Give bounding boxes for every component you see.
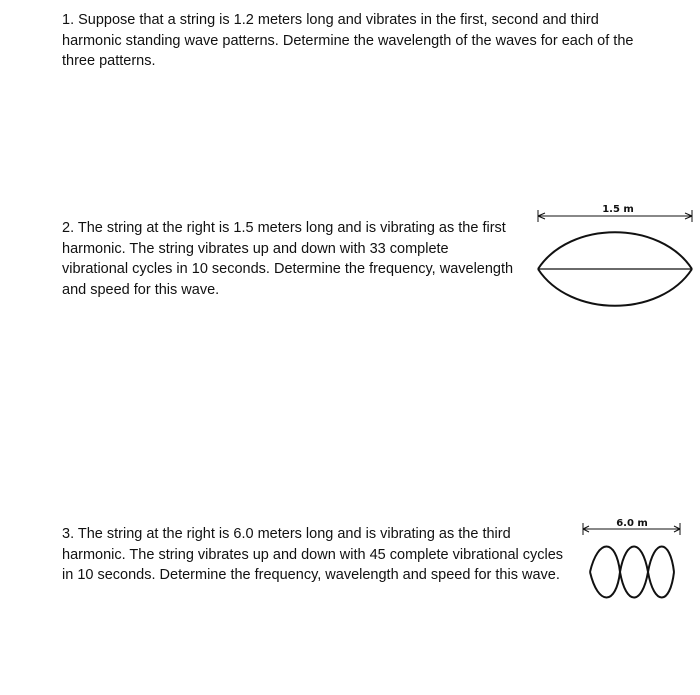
- question-3-text: 3. The string at the right is 6.0 meters long and is vibrating as the third harmonic. The string vibrates up and down with 45 complete vibrational cycles in 10 seconds. Determine the frequency, wavelength and speed for this wave.: [62, 526, 564, 583]
- length-label: 6.0 m: [616, 518, 648, 529]
- length-label: 1.5 m: [602, 204, 634, 215]
- question-2-text: 2. The string at the right is 1.5 meters long and is vibrating as the first harmonic. The string vibrates up and down with 33 complete vibrational cycles in 10 seconds. Determine the frequency, wavelength and speed for this wave.: [62, 220, 514, 298]
- first-harmonic-diagram: [530, 200, 700, 320]
- standing-wave-loops: [590, 547, 674, 598]
- third-harmonic-diagram: [578, 516, 688, 616]
- question-1-text: 1. Suppose that a string is 1.2 meters long and vibrates in the first, second and third harmonic standing wave patterns. Determine the wavelength of the waves for each of the three patterns.: [62, 12, 634, 69]
- standing-wave-loop: [538, 232, 692, 306]
